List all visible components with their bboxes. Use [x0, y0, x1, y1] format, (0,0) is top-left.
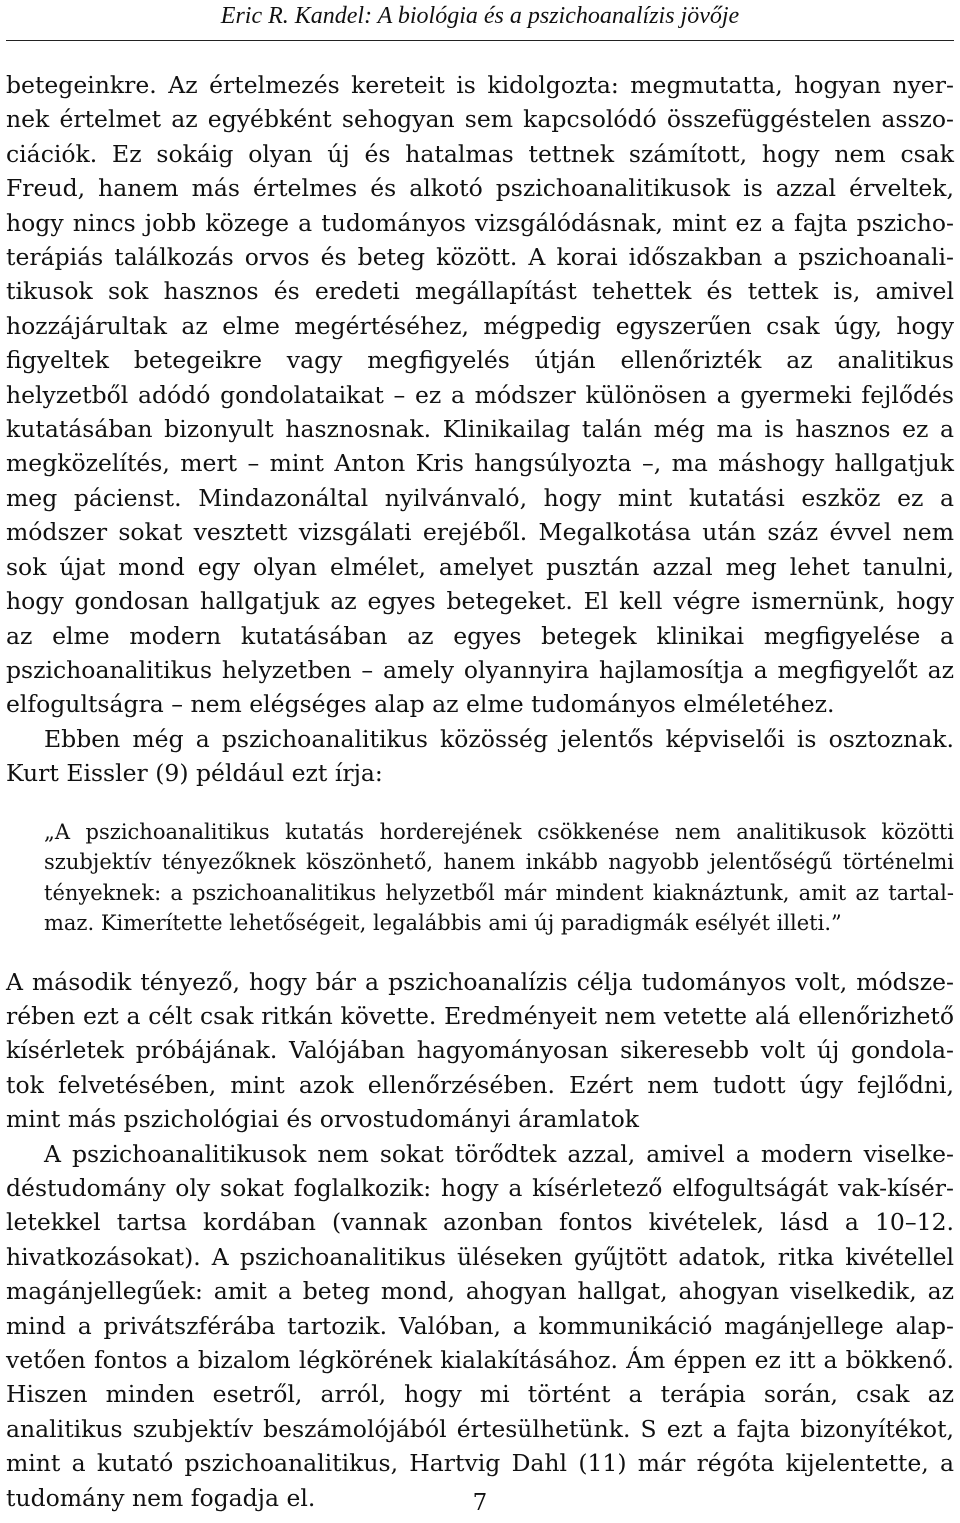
paragraph-4: A pszichoanalitikusok nem sokat törődtek azzal, amivel a modern viselkedéstudomány oly sokat foglalkozik: hogy a kísérletező elfogultságát vak-kísérletekkel tartsa kordában (vannak azonban fontos kivételek, lásd a 10–12. hivatkozásokat). A pszichoanalitikus üléseken gyűjtött adatok, ritka kivétellel magánjellegűek: amit a beteg mond, ahogyan hallgat, ahogyan viselkedik, az mind a privátszférába tartozik. Valóban, a kommunikáció magánjellege alapvetően fontos a bizalom légkörének kialakításához. Ám éppen ez itt a bökkenő. Hiszen minden esetről, arról, hogy mi történt a terápia során, csak az analitikus szubjektív beszámolójából értesülhetünk. S ezt a fajta bizonyítékot, mint a kutató pszichoanalitikus, Hartvig Dahl (11) már régóta kijelentette, a tudomány nem fogadja el.: [6, 1139, 954, 1512]
running-header: Eric R. Kandel: A biológia és a pszichoanalízis jövője: [220, 3, 740, 29]
block-quote: „A pszichoanalitikus kutatás horderejének csökkenése nem analitikusok közötti szubjektív tényezőknek köszönhető, hanem inkább nagyobb jelentőségű történelmi tényeknek: a pszichoanalitikus helyzetből már mindent kiaknáztunk, amit az tartalmaz. Kimerítette lehetőségeit, legalábbis ami új paradigmák esélyét illeti.”: [44, 819, 954, 936]
paragraph-1: betegeinkre. Az értelmezés kereteit is kidolgozta: megmutatta, hogyan nyernek értelmet az egyébként sehogyan sem kapcsolódó összefüggéstelen asszociációk. Ez sokáig olyan új és hatalmas tettnek számított, hogy nem csak Freud, hanem más értelmes és alkotó pszichoanalitikusok is azzal érveltek, hogy nincs jobb közege a tudományos vizsgálódásnak, mint ez a fajta pszichoterápiás találkozás orvos és beteg között. A korai időszakban a pszichoanalitikusok sok hasznos és eredeti megállapítást tehettek és tettek is, amivel hozzájárultak az elme megértéséhez, mégpedig egyszerűen csak úgy, hogy figyeltek betegeikre vagy megfigyelés útján ellenőrizték az analitikus helyzetből adódó gondolataikat – ez a módszer különösen a gyermeki fejlődés kutatásában bizonyult hasznosnak. Klinikailag talán még ma is hasznos ez a megközelítés, mert – mint Anton Kris hangsúlyozta –, ma máshogy hallgatjuk meg pácienst. Mindazonáltal nyilvánvaló, hogy mint kutatási eszköz ez a módszer sokat vesztett vizsgálati erejéből. Megalkotása után száz évvel nem sok újat mond egy olyan elmélet, amelyet pusztán azzal meg lehet tanulni, hogy gondosan hallgatjuk az egyes betegeket. El kell végre ismernünk, hogy az elme modern kutatásában az egyes betegek klinikai megfigyelése a pszichoanalitikus helyzetben – amely olyannyira hajlamosítja a megfigyelőt az elfogultságra – nem elégséges alap az elme tudományos elméletéhez.: [6, 71, 954, 719]
body-text: [6, 68, 954, 1515]
paragraph-3: A második tényező, hogy bár a pszichoanalízis célja tudományos volt, módszerében ezt a célt csak ritkán követte. Eredményeit nem vetette alá ellenőrizhető kísérletek próbájának. Valójában hagyományosan sikeresebb volt új gondolatok felvetésében, mint azok ellenőrzésében. Ezért nem tudott úgy fejlődni, mint más pszichológiai és orvostudományi áramlatok: [6, 967, 954, 1134]
header-rule: [6, 40, 954, 41]
page-number: 7: [472, 1490, 488, 1516]
paragraph-2: Ebben még a pszichoanalitikus közösség jelentős képviselői is osztoznak. Kurt Eissler (9) például ezt írja:: [6, 724, 954, 788]
